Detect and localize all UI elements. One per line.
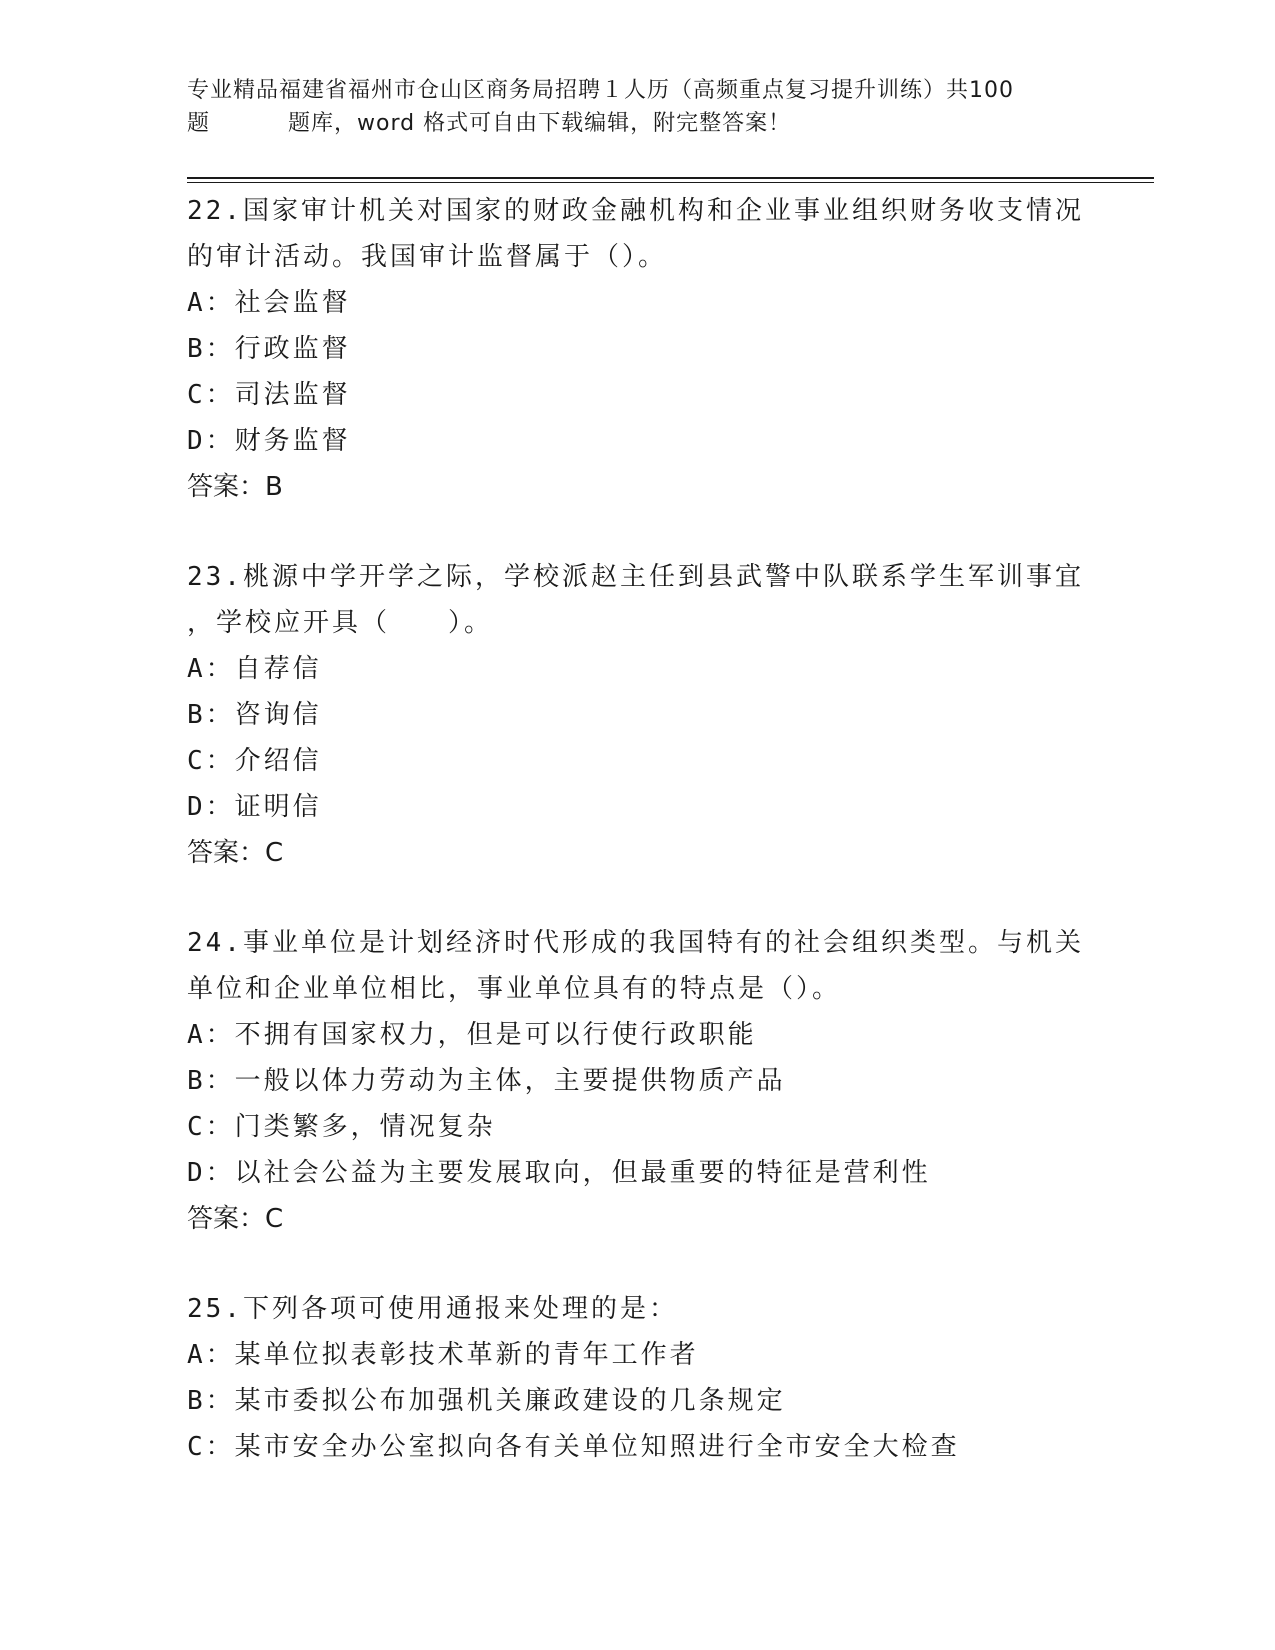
option-c: C：门类繁多，情况复杂 xyxy=(187,1112,496,1142)
question-stem-line: 25.下列各项可使用通报来处理的是： xyxy=(187,1294,678,1324)
question-22 xyxy=(187,188,1087,510)
answer-line: 答案：C xyxy=(187,1204,284,1234)
question-24 xyxy=(187,920,1087,1242)
header-title-line2-left: 题 xyxy=(187,111,211,136)
page-header xyxy=(187,74,1087,140)
question-stem-line: ，学校应开具（ ）。 xyxy=(187,608,494,638)
header-title-line2-right: 题库，word 格式可自由下载编辑，附完整答案！ xyxy=(288,111,792,136)
question-23 xyxy=(187,554,1087,876)
question-stem-line: 单位和企业单位相比，事业单位具有的特点是（）。 xyxy=(187,974,842,1004)
question-25 xyxy=(187,1286,1087,1470)
header-divider-thin xyxy=(187,182,1154,183)
question-stem-line: 的审计活动。我国审计监督属于（）。 xyxy=(187,242,668,272)
question-stem-line: 22.国家审计机关对国家的财政金融机构和企业事业组织财务收支情况 xyxy=(187,196,1084,226)
option-c: C：司法监督 xyxy=(187,380,351,410)
option-c: C：某市安全办公室拟向各有关单位知照进行全市安全大检查 xyxy=(187,1432,960,1462)
option-b: B：咨询信 xyxy=(187,700,322,730)
header-divider-thick xyxy=(187,177,1154,179)
answer-line: 答案：B xyxy=(187,472,283,502)
option-d: D：以社会公益为主要发展取向，但最重要的特征是营利性 xyxy=(187,1158,931,1188)
option-d: D：财务监督 xyxy=(187,426,351,456)
option-b: B：行政监督 xyxy=(187,334,351,364)
question-stem-line: 24.事业单位是计划经济时代形成的我国特有的社会组织类型。与机关 xyxy=(187,928,1084,958)
option-a: A：自荐信 xyxy=(187,654,322,684)
question-list xyxy=(187,188,1087,1470)
header-title-line2 xyxy=(187,107,1087,140)
header-title-line1: 专业精品福建省福州市仓山区商务局招聘１人历（高频重点复习提升训练）共100 xyxy=(187,78,1014,103)
option-d: D：证明信 xyxy=(187,792,322,822)
question-stem-line: 23.桃源中学开学之际，学校派赵主任到县武警中队联系学生军训事宜 xyxy=(187,562,1084,592)
option-a: A：某单位拟表彰技术革新的青年工作者 xyxy=(187,1340,699,1370)
answer-line: 答案：C xyxy=(187,838,284,868)
option-a: A：不拥有国家权力，但是可以行使行政职能 xyxy=(187,1020,757,1050)
option-c: C：介绍信 xyxy=(187,746,322,776)
option-b: B：一般以体力劳动为主体，主要提供物质产品 xyxy=(187,1066,786,1096)
option-a: A：社会监督 xyxy=(187,288,351,318)
option-b: B：某市委拟公布加强机关廉政建设的几条规定 xyxy=(187,1386,786,1416)
